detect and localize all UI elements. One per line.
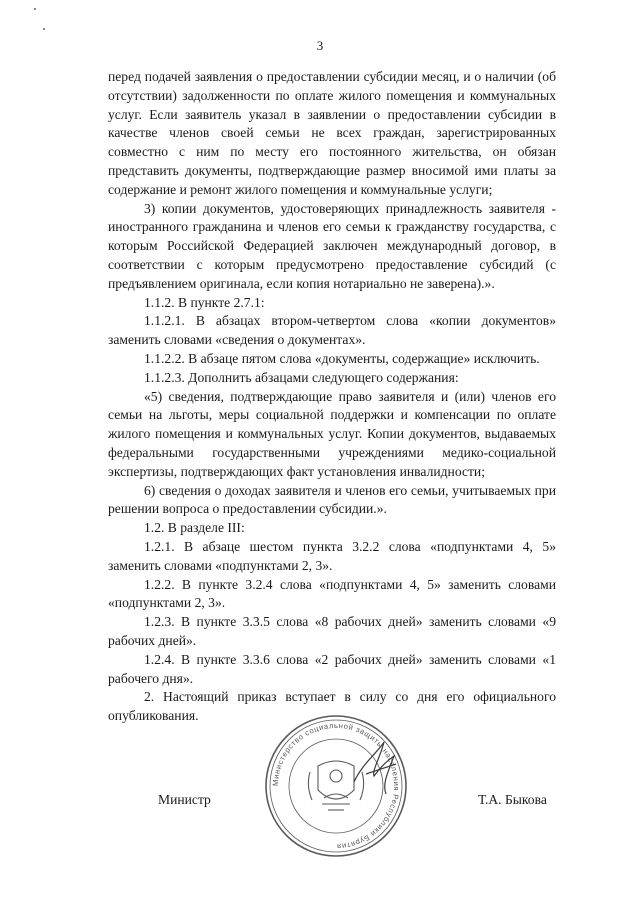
seal-middle-ring <box>270 720 402 852</box>
paragraph: 1.1.2.1. В абзацах втором-четвертом слова «копии документов» заменить словами «сведения о документах». <box>108 313 556 348</box>
signer-title: Министр <box>158 792 211 807</box>
page-number: 3 <box>316 38 324 53</box>
paragraph: 6) сведения о доходах заявителя и членов его семьи, учитываемых при решении вопроса о предоставлении субсидии.». <box>108 482 556 517</box>
paragraph: 1.1.2. В пункте 2.7.1: <box>144 294 265 310</box>
paragraph: 1.2.3. В пункте 3.3.5 слова «8 рабочих дней» заменить словами «9 рабочих дней». <box>108 614 556 648</box>
scan-speck <box>34 8 36 10</box>
paragraph: 1.2. В разделе III: <box>144 520 245 536</box>
official-seal <box>262 712 410 860</box>
seal-inner-ring <box>289 739 383 833</box>
paragraph: 1.1.2.2. В абзаце пятом слова «документы, содержащие» исключить. <box>144 350 540 366</box>
paragraph: перед подачей заявления о предоставлении субсидии месяц, и о наличии (об отсутствии) задолженности по оплате жилого помещения и коммунальных услуг. Если заявитель указал в заявлении о предоставлении субсидии в качестве членов своей семьи не всех граждан, зарегистрированных совместно с ним по месту его постоянного жительства, он обязан представить документы, подтверждающие размер вносимой ими платы за содержание и ремонт жилого помещения и коммунальные услуги; <box>108 69 556 197</box>
paragraph: 1.2.1. В абзаце шестом пункта 3.2.2 слова «подпунктами 4, 5» заменить словами «подпунктами 2, 3». <box>108 538 556 573</box>
paragraph: 1.1.2.3. Дополнить абзацами следующего содержания: <box>144 369 459 385</box>
paragraph: 1.2.2. В пункте 3.2.4 слова «подпунктами 4, 5» заменить словами «подпунктами 2, 3». <box>108 576 556 611</box>
paragraph: 1.2.4. В пункте 3.3.6 слова «2 рабочих дней» заменить словами «1 рабочего дня». <box>108 651 556 686</box>
document-body <box>108 68 556 726</box>
seal-ring-text: Министерство социальной защиты населения Республики Бурятия <box>270 720 402 852</box>
signature-row <box>0 792 640 814</box>
paragraph: 2. Настоящий приказ вступает в силу со дня его официального опубликования. <box>108 689 556 724</box>
paragraph: 3) копии документов, удостоверяющих принадлежность заявителя - иностранного гражданина и членов его семьи к гражданству государства, с которым Российской Федерацией заключен международный договор, в соответствии с которым предусмотрено предоставление субсидий (с предъявлением оригинала, если копия нотариально не заверена).». <box>108 200 556 291</box>
paragraph: «5) сведения, подтверждающие право заявителя и (или) членов его семьи на льготы, меры социальной поддержки и компенсации по оплате жилого помещения и коммунальных услуг. Копии документов, выдаваемых федеральными государственными учреждениями медико-социальной экспертизы, подтверждающих факт установления инвалидности; <box>108 388 556 479</box>
signer-name: Т.А. Быкова <box>478 792 547 807</box>
scan-speck <box>43 28 45 30</box>
